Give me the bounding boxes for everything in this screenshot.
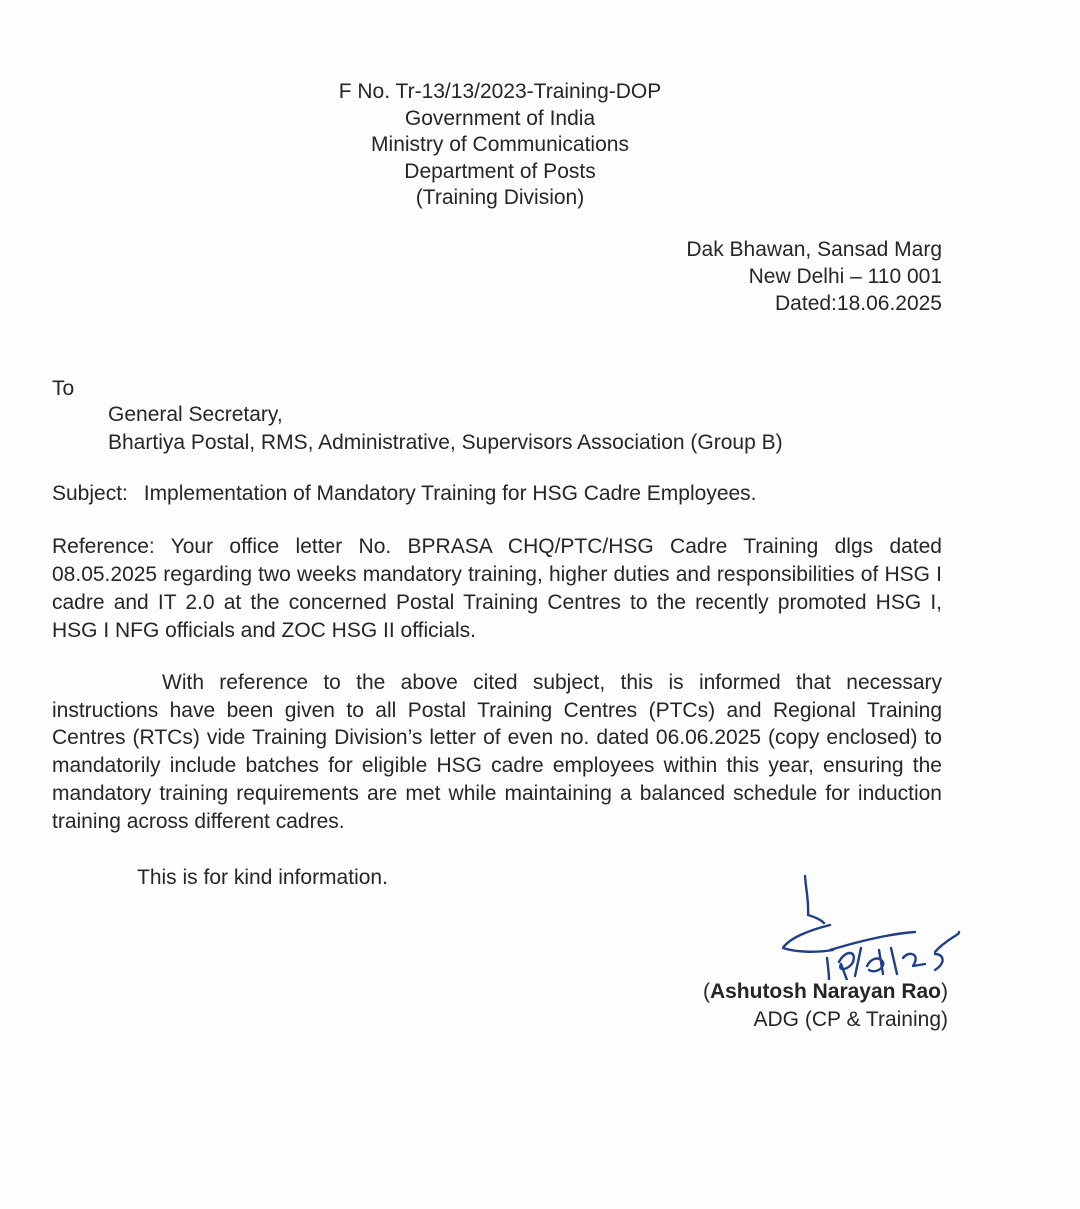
department-line: Department of Posts xyxy=(404,159,596,183)
ministry-line: Ministry of Communications xyxy=(371,133,629,156)
letter-header xyxy=(300,78,700,211)
body-paragraph: With reference to the above cited subject, this is informed that necessary instructions have been given to all Postal Training Centres (PTCs) and Regional Training Centres (RTCs) vide Training Division’s letter of even no. dated 06.06.2025 (copy enclosed) to mandatorily include batches for eligible HSG cadre employees within this year, ensuring the mandatory training requirements are met while maintaining a balanced schedule for induction training across different cadres. xyxy=(52,671,942,833)
letter-date: Dated:18.06.2025 xyxy=(775,292,942,315)
signature-date-stroke xyxy=(891,948,897,974)
signature-date-stroke xyxy=(855,948,861,976)
division-line: (Training Division) xyxy=(415,186,585,209)
subject-label: Subject: xyxy=(52,482,128,505)
signature-date-stroke xyxy=(867,950,883,974)
signature-date-stroke xyxy=(827,958,829,980)
sender-address xyxy=(560,236,942,317)
signature-date-stroke xyxy=(903,954,925,966)
signatory-designation: ADG (CP & Training) xyxy=(753,1008,948,1031)
address-line-1: Dak Bhawan, Sansad Marg xyxy=(686,238,942,261)
recipient-title: General Secretary, xyxy=(108,403,283,426)
signature-stroke xyxy=(805,876,824,923)
signatory-block xyxy=(640,978,948,1034)
reference-paragraph: Reference: Your office letter No. BPRASA CHQ/PTC/HSG Cadre Training dlgs dated 08.05.2025 regarding two weeks mandatory training, higher duties and responsibilities of HSG I cadre and IT 2.0 at the concerned Postal Training Centres to the recently promoted HSG I, HSG I NFG officials and ZOC HSG II officials. xyxy=(52,535,942,642)
recipient-block xyxy=(108,401,783,457)
signature-date-stroke xyxy=(839,953,854,980)
to-label: To xyxy=(52,377,75,400)
signature-stroke xyxy=(783,925,833,952)
subject-line xyxy=(52,480,757,507)
recipient-organisation: Bhartiya Postal, RMS, Administrative, Supervisors Association (Group B) xyxy=(108,431,783,454)
signature-date-stroke xyxy=(935,932,959,970)
handwritten-signature xyxy=(775,870,975,980)
signatory-name: Ashutosh Narayan Rao xyxy=(709,980,941,1003)
signature-stroke xyxy=(830,932,915,950)
government-line: Government of India xyxy=(404,106,596,130)
subject-text: Implementation of Mandatory Training for HSG Cadre Employees. xyxy=(143,482,757,505)
address-line-2: New Delhi – 110 001 xyxy=(748,265,942,288)
signatory-name-line: (Ashutosh Narayan Rao) xyxy=(702,980,948,1003)
closing-line: This is for kind information. xyxy=(137,866,388,889)
file-number: F No. Tr-13/13/2023-Training-DOP xyxy=(338,80,662,103)
